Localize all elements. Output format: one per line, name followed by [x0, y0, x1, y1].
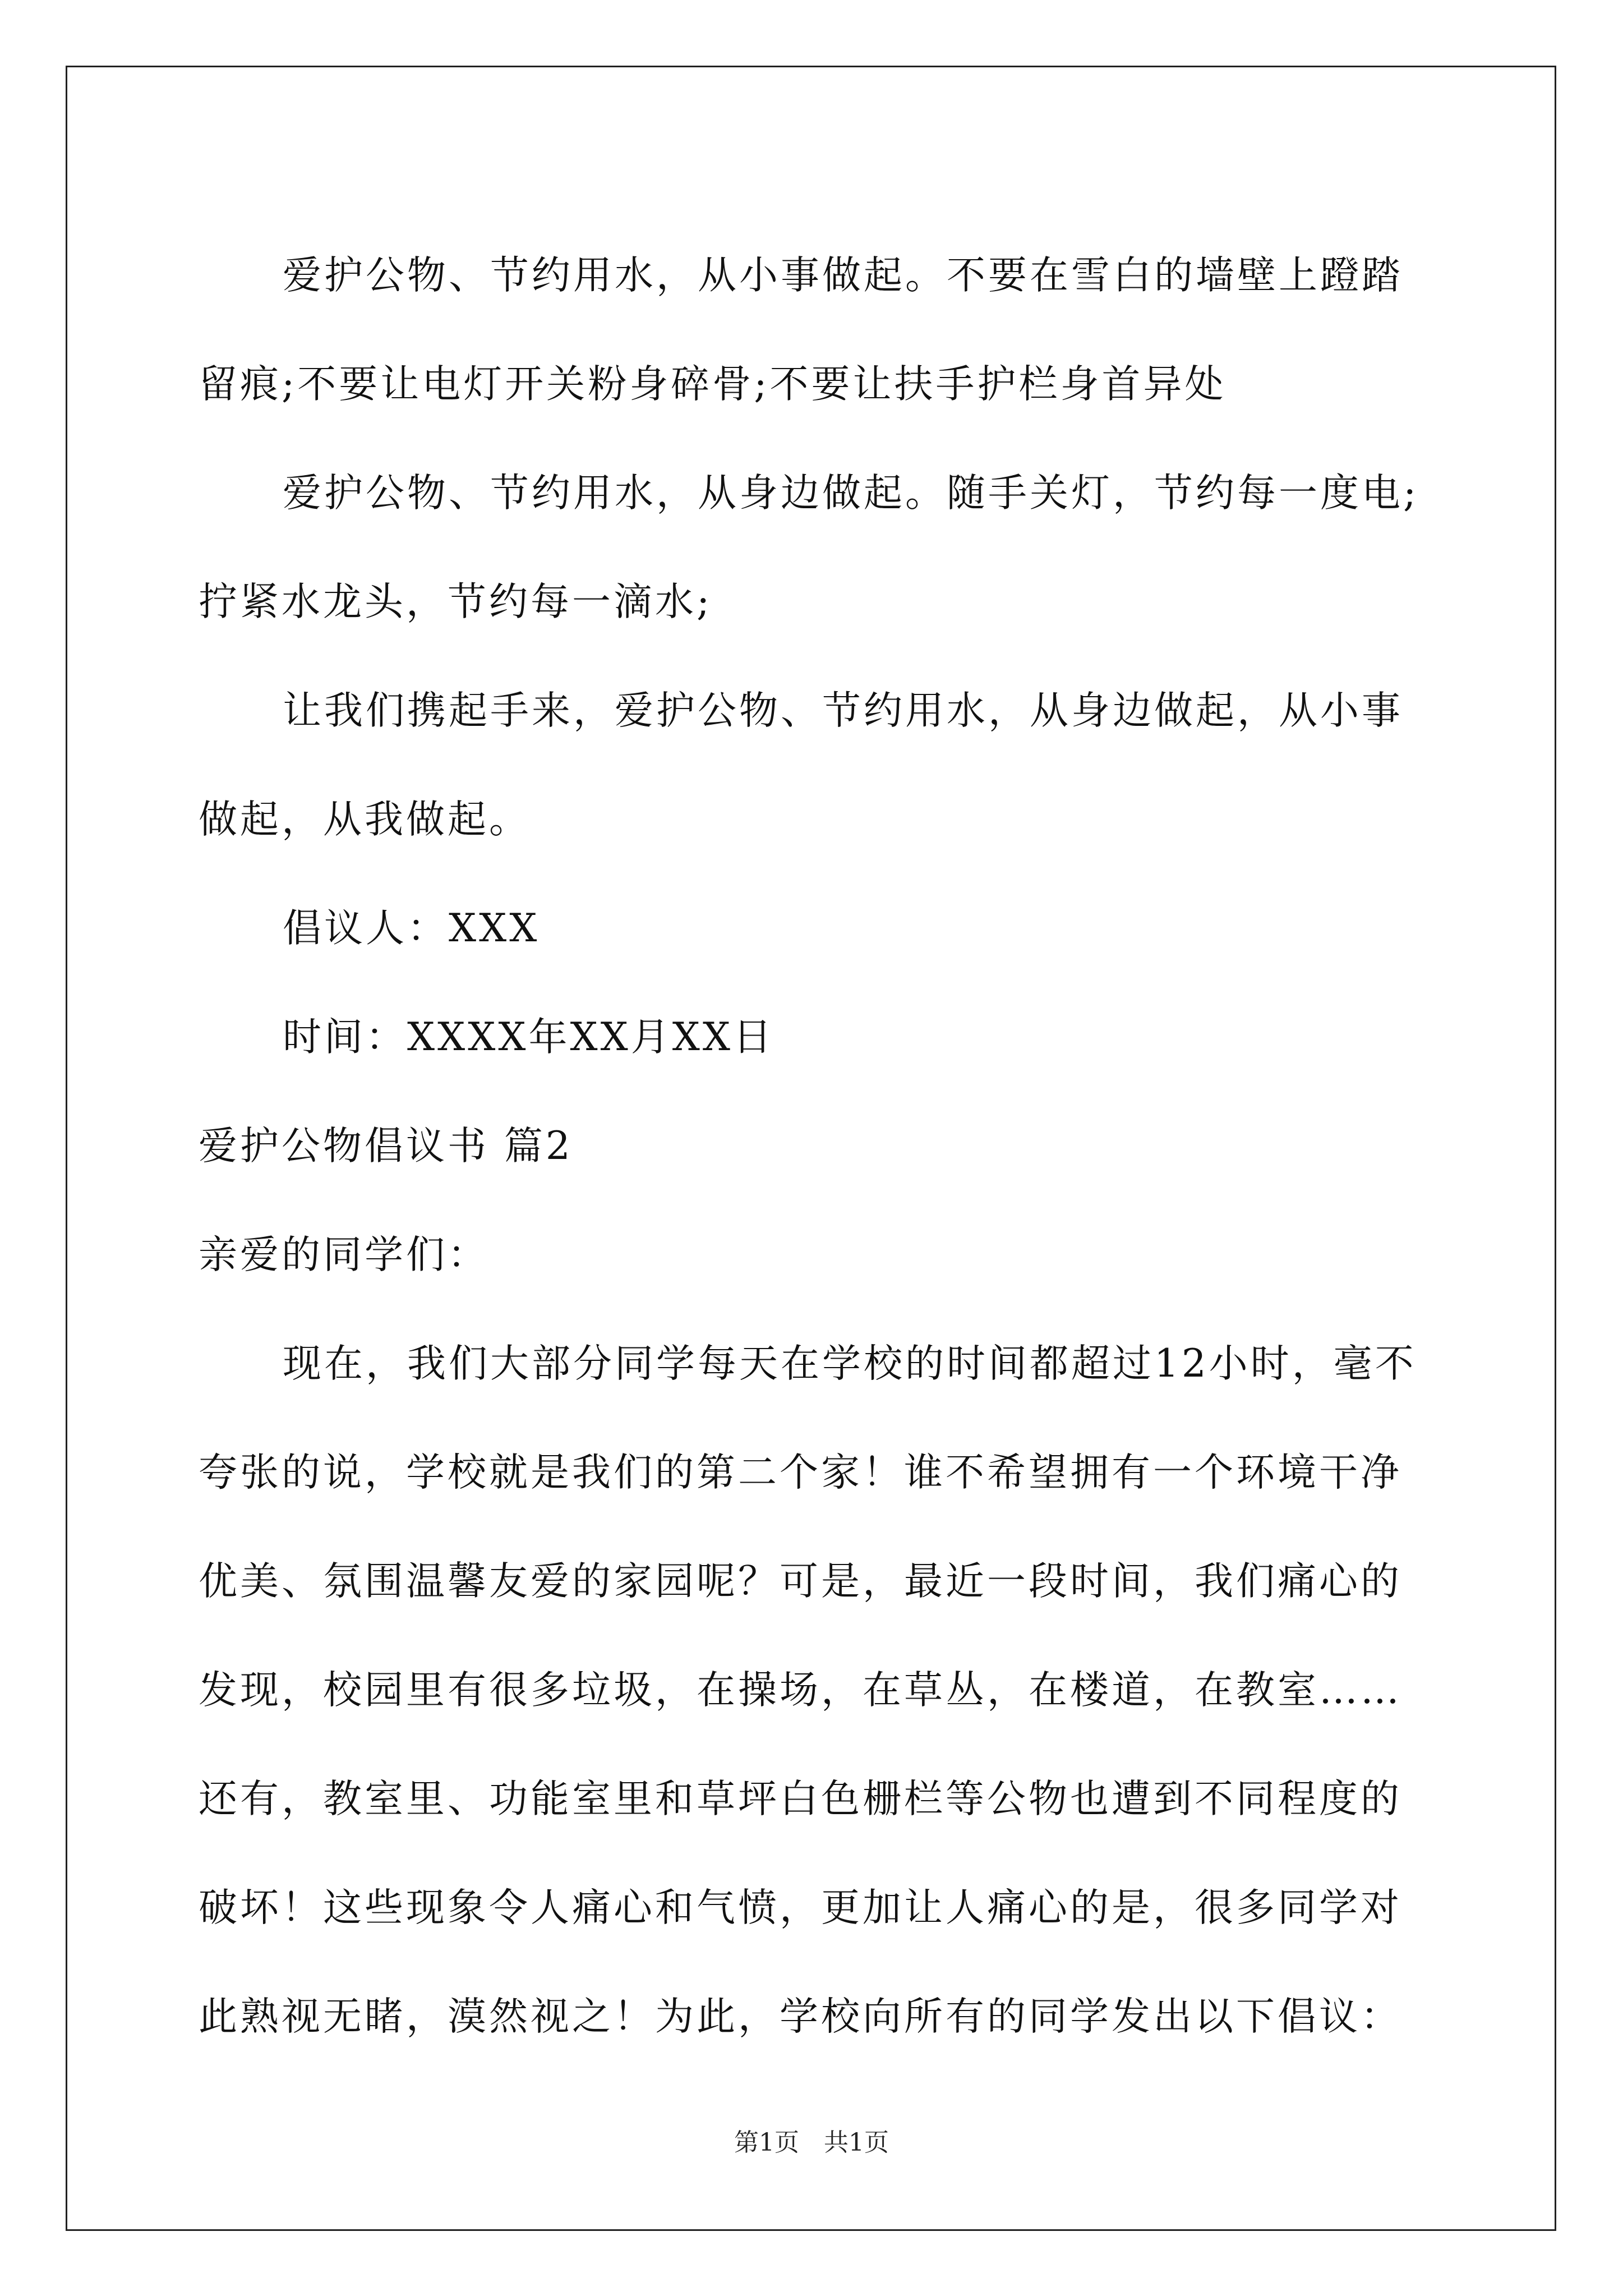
salutation: 亲爱的同学们： [199, 1232, 489, 1277]
paragraph-school-situation: 现在，我们大部分同学每天在学校的时间都超过12小时，毫不夸张的说，学校就是我们的第二个家！谁不希望拥有一个环境干净优美、氛围温馨友爱的家园呢？可是，最近一段时间，我们痛心的发现，校园里有很多垃圾，在操场，在草丛，在楼道，在教室……还有，教室里、功能室里和草坪白色栅栏等公物也遭到不同程度的破坏！这些现象令人痛心和气愤，更加让人痛心的是，很多同学对此熟视无睹，漠然视之！为此，学校向所有的同学发出以下倡议： [199, 1341, 1417, 2039]
document-body [199, 221, 1427, 2071]
paragraph-join-hands: 让我们携起手来，爱护公物、节约用水，从身边做起，从小事做起，从我做起。 [199, 688, 1403, 842]
proposer-line: 倡议人：XXX [283, 906, 540, 951]
page-footer: 第1页 共1页 [734, 2128, 889, 2157]
paragraph-cherish-public-property-around-us: 爱护公物、节约用水，从身边做起。随手关灯，节约每一度电;拧紧水龙头，节约每一滴水; [199, 471, 1419, 624]
paragraph-cherish-public-property-small-things: 爱护公物、节约用水，从小事做起。不要在雪白的墙壁上蹬踏留痕;不要让电灯开关粉身碎骨;不要让扶手护栏身首异处 [199, 253, 1403, 407]
date-line: 时间：XXXX年XX月XX日 [283, 1015, 774, 1060]
section-title: 爱护公物倡议书 篇2 [199, 1124, 573, 1168]
